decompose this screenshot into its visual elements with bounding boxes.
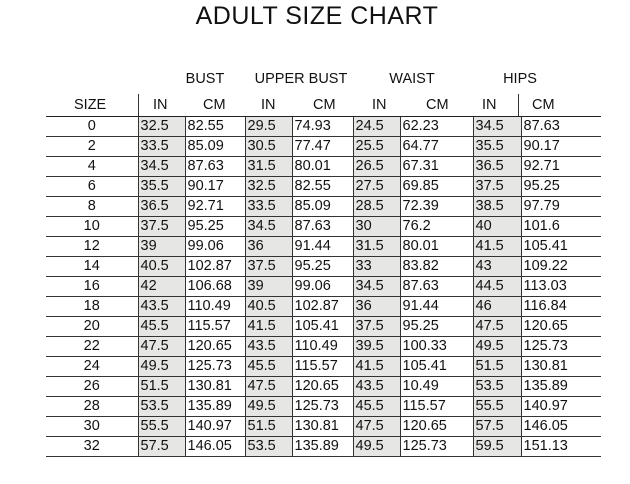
cell-size: 2: [46, 137, 138, 157]
cell-upper-bust-cm: 85.09: [292, 197, 353, 217]
cell-bust-cm: 85.09: [185, 137, 245, 157]
cell-upper-bust-in: 43.5: [245, 337, 292, 357]
cell-upper-bust-cm: 95.25: [292, 257, 353, 277]
cell-bust-cm: 106.68: [185, 277, 245, 297]
cell-waist-cm: 105.41: [400, 357, 473, 377]
table-row: [46, 377, 601, 397]
cell-waist-in: 30: [353, 217, 400, 237]
cell-size: 10: [46, 217, 138, 237]
cell-hips-cm: 92.71: [521, 157, 601, 177]
cell-bust-in: 32.5: [138, 117, 185, 137]
cell-hips-cm: 87.63: [521, 117, 601, 137]
table-row: [46, 397, 601, 417]
cell-size: 32: [46, 437, 138, 457]
cell-upper-bust-cm: 87.63: [292, 217, 353, 237]
header-divider: [518, 94, 519, 117]
cell-bust-cm: 90.17: [185, 177, 245, 197]
table-row: [46, 357, 601, 377]
cell-hips-cm: 146.05: [521, 417, 601, 437]
cell-size: 20: [46, 317, 138, 337]
cell-bust-cm: 92.71: [185, 197, 245, 217]
cell-upper-bust-cm: 130.81: [292, 417, 353, 437]
cell-upper-bust-in: 32.5: [245, 177, 292, 197]
table-row: [46, 217, 601, 237]
cell-bust-in: 35.5: [138, 177, 185, 197]
cell-waist-in: 41.5: [353, 357, 400, 377]
cell-hips-in: 55.5: [473, 397, 521, 417]
cell-waist-in: 39.5: [353, 337, 400, 357]
cell-hips-cm: 95.25: [521, 177, 601, 197]
cell-bust-in: 34.5: [138, 157, 185, 177]
size-chart-table: [46, 117, 601, 457]
cell-upper-bust-in: 39: [245, 277, 292, 297]
cell-waist-cm: 62.23: [400, 117, 473, 137]
header-upper-bust: UPPER BUST: [254, 71, 348, 87]
cell-size: 30: [46, 417, 138, 437]
cell-upper-bust-in: 33.5: [245, 197, 292, 217]
table-row: [46, 417, 601, 437]
cell-waist-cm: 95.25: [400, 317, 473, 337]
cell-upper-bust-cm: 125.73: [292, 397, 353, 417]
header-bust-in: IN: [153, 97, 168, 113]
cell-waist-in: 33: [353, 257, 400, 277]
table-row: [46, 257, 601, 277]
cell-waist-in: 47.5: [353, 417, 400, 437]
cell-upper-bust-in: 47.5: [245, 377, 292, 397]
header-divider: [138, 94, 139, 117]
cell-waist-in: 34.5: [353, 277, 400, 297]
cell-waist-cm: 80.01: [400, 237, 473, 257]
cell-hips-in: 47.5: [473, 317, 521, 337]
cell-upper-bust-in: 30.5: [245, 137, 292, 157]
cell-upper-bust-cm: 77.47: [292, 137, 353, 157]
cell-bust-in: 37.5: [138, 217, 185, 237]
cell-bust-in: 49.5: [138, 357, 185, 377]
cell-upper-bust-in: 51.5: [245, 417, 292, 437]
cell-hips-in: 38.5: [473, 197, 521, 217]
table-row: [46, 137, 601, 157]
header-waist-cm: CM: [426, 97, 449, 113]
cell-waist-cm: 120.65: [400, 417, 473, 437]
cell-hips-in: 46: [473, 297, 521, 317]
cell-upper-bust-in: 40.5: [245, 297, 292, 317]
cell-waist-in: 28.5: [353, 197, 400, 217]
cell-hips-in: 57.5: [473, 417, 521, 437]
table-row: [46, 277, 601, 297]
cell-bust-in: 51.5: [138, 377, 185, 397]
header-upper-bust-in: IN: [261, 97, 276, 113]
cell-bust-cm: 125.73: [185, 357, 245, 377]
table-row: [46, 437, 601, 457]
cell-hips-in: 49.5: [473, 337, 521, 357]
cell-bust-in: 40.5: [138, 257, 185, 277]
cell-hips-in: 44.5: [473, 277, 521, 297]
cell-bust-cm: 87.63: [185, 157, 245, 177]
cell-bust-cm: 120.65: [185, 337, 245, 357]
header-bust: BUST: [185, 71, 225, 87]
cell-hips-cm: 116.84: [521, 297, 601, 317]
cell-waist-in: 36: [353, 297, 400, 317]
header-hips: HIPS: [503, 71, 537, 87]
cell-upper-bust-cm: 82.55: [292, 177, 353, 197]
cell-waist-cm: 69.85: [400, 177, 473, 197]
header-waist: WAIST: [389, 71, 435, 87]
header-hips-cm: CM: [532, 97, 555, 113]
cell-waist-cm: 72.39: [400, 197, 473, 217]
cell-upper-bust-in: 41.5: [245, 317, 292, 337]
cell-bust-cm: 82.55: [185, 117, 245, 137]
cell-bust-cm: 102.87: [185, 257, 245, 277]
cell-hips-in: 40: [473, 217, 521, 237]
cell-hips-cm: 140.97: [521, 397, 601, 417]
cell-waist-cm: 83.82: [400, 257, 473, 277]
cell-hips-cm: 97.79: [521, 197, 601, 217]
cell-upper-bust-cm: 74.93: [292, 117, 353, 137]
cell-upper-bust-cm: 110.49: [292, 337, 353, 357]
cell-upper-bust-in: 45.5: [245, 357, 292, 377]
cell-upper-bust-cm: 115.57: [292, 357, 353, 377]
cell-bust-cm: 110.49: [185, 297, 245, 317]
header-size: SIZE: [74, 97, 107, 113]
table-row: [46, 297, 601, 317]
cell-bust-in: 45.5: [138, 317, 185, 337]
cell-waist-in: 24.5: [353, 117, 400, 137]
cell-waist-in: 43.5: [353, 377, 400, 397]
cell-waist-cm: 64.77: [400, 137, 473, 157]
cell-waist-in: 27.5: [353, 177, 400, 197]
cell-bust-in: 43.5: [138, 297, 185, 317]
table-row: [46, 237, 601, 257]
cell-bust-in: 39: [138, 237, 185, 257]
cell-hips-in: 51.5: [473, 357, 521, 377]
cell-waist-cm: 76.2: [400, 217, 473, 237]
cell-bust-cm: 140.97: [185, 417, 245, 437]
cell-size: 26: [46, 377, 138, 397]
cell-bust-in: 36.5: [138, 197, 185, 217]
table-row: [46, 317, 601, 337]
table-row: [46, 157, 601, 177]
cell-bust-in: 42: [138, 277, 185, 297]
cell-hips-in: 43: [473, 257, 521, 277]
cell-upper-bust-cm: 135.89: [292, 437, 353, 457]
cell-upper-bust-in: 29.5: [245, 117, 292, 137]
cell-upper-bust-cm: 91.44: [292, 237, 353, 257]
cell-hips-in: 34.5: [473, 117, 521, 137]
cell-waist-in: 49.5: [353, 437, 400, 457]
table-row: [46, 337, 601, 357]
cell-upper-bust-in: 53.5: [245, 437, 292, 457]
cell-size: 12: [46, 237, 138, 257]
cell-hips-in: 53.5: [473, 377, 521, 397]
cell-bust-cm: 115.57: [185, 317, 245, 337]
cell-hips-in: 35.5: [473, 137, 521, 157]
cell-hips-cm: 90.17: [521, 137, 601, 157]
cell-hips-cm: 135.89: [521, 377, 601, 397]
cell-bust-cm: 95.25: [185, 217, 245, 237]
cell-waist-cm: 91.44: [400, 297, 473, 317]
cell-bust-cm: 99.06: [185, 237, 245, 257]
cell-bust-in: 57.5: [138, 437, 185, 457]
cell-waist-in: 31.5: [353, 237, 400, 257]
header-upper-bust-cm: CM: [313, 97, 336, 113]
table-row: [46, 197, 601, 217]
cell-hips-cm: 130.81: [521, 357, 601, 377]
cell-hips-cm: 105.41: [521, 237, 601, 257]
cell-waist-in: 37.5: [353, 317, 400, 337]
cell-hips-cm: 120.65: [521, 317, 601, 337]
cell-hips-in: 36.5: [473, 157, 521, 177]
cell-upper-bust-cm: 102.87: [292, 297, 353, 317]
cell-bust-in: 33.5: [138, 137, 185, 157]
cell-upper-bust-in: 36: [245, 237, 292, 257]
cell-upper-bust-cm: 80.01: [292, 157, 353, 177]
cell-hips-in: 37.5: [473, 177, 521, 197]
cell-upper-bust-in: 31.5: [245, 157, 292, 177]
cell-waist-cm: 100.33: [400, 337, 473, 357]
cell-waist-cm: 115.57: [400, 397, 473, 417]
cell-hips-cm: 151.13: [521, 437, 601, 457]
cell-waist-cm: 125.73: [400, 437, 473, 457]
cell-size: 8: [46, 197, 138, 217]
cell-waist-in: 25.5: [353, 137, 400, 157]
header-waist-in: IN: [372, 97, 387, 113]
cell-upper-bust-cm: 105.41: [292, 317, 353, 337]
cell-size: 14: [46, 257, 138, 277]
cell-upper-bust-in: 34.5: [245, 217, 292, 237]
cell-upper-bust-cm: 99.06: [292, 277, 353, 297]
header-bust-cm: CM: [203, 97, 226, 113]
cell-bust-cm: 135.89: [185, 397, 245, 417]
cell-bust-in: 53.5: [138, 397, 185, 417]
cell-size: 28: [46, 397, 138, 417]
cell-waist-cm: 87.63: [400, 277, 473, 297]
cell-bust-in: 55.5: [138, 417, 185, 437]
cell-upper-bust-in: 49.5: [245, 397, 292, 417]
cell-waist-in: 45.5: [353, 397, 400, 417]
cell-size: 16: [46, 277, 138, 297]
header-hips-in: IN: [482, 97, 497, 113]
cell-waist-cm: 67.31: [400, 157, 473, 177]
cell-hips-cm: 109.22: [521, 257, 601, 277]
cell-hips-in: 41.5: [473, 237, 521, 257]
size-chart-body: [46, 117, 601, 457]
cell-waist-in: 26.5: [353, 157, 400, 177]
page-title: ADULT SIZE CHART: [195, 2, 439, 30]
table-row: [46, 177, 601, 197]
cell-size: 22: [46, 337, 138, 357]
table-row: [46, 117, 601, 137]
cell-bust-in: 47.5: [138, 337, 185, 357]
cell-waist-cm: 10.49: [400, 377, 473, 397]
cell-hips-cm: 113.03: [521, 277, 601, 297]
cell-bust-cm: 130.81: [185, 377, 245, 397]
cell-hips-cm: 101.6: [521, 217, 601, 237]
cell-bust-cm: 146.05: [185, 437, 245, 457]
cell-size: 18: [46, 297, 138, 317]
cell-hips-cm: 125.73: [521, 337, 601, 357]
cell-size: 4: [46, 157, 138, 177]
cell-size: 6: [46, 177, 138, 197]
cell-hips-in: 59.5: [473, 437, 521, 457]
cell-upper-bust-in: 37.5: [245, 257, 292, 277]
cell-size: 24: [46, 357, 138, 377]
cell-upper-bust-cm: 120.65: [292, 377, 353, 397]
cell-size: 0: [46, 117, 138, 137]
